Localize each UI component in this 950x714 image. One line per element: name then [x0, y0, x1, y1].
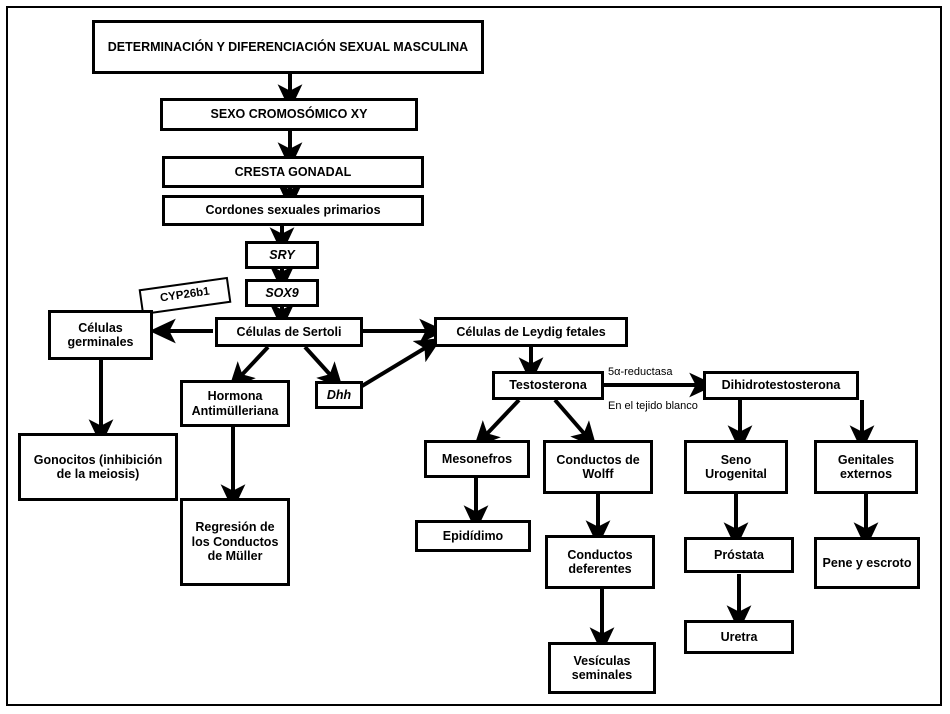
node-genitales-label: Genitales externos: [837, 452, 895, 481]
node-vesiculas-label: Vesículas seminales: [571, 653, 633, 682]
node-seno-label: Seno Urogenital: [705, 452, 767, 481]
edge-label-5a-reductasa: [608, 366, 672, 378]
node-testosterona: [492, 371, 604, 400]
node-dhh: [315, 381, 363, 409]
node-sox9-label: SOX9: [265, 285, 299, 300]
node-celulas-sertoli: [215, 317, 363, 347]
node-mesonefros-label: Mesonefros: [441, 451, 513, 466]
edge-label-tejido-blanco-text: En el tejido blanco: [608, 400, 698, 412]
node-cresta-gonadal: [162, 156, 424, 188]
node-germinales-label: Células germinales: [67, 320, 134, 349]
node-title: [92, 20, 484, 74]
node-hormona-antimulleriana: [180, 380, 290, 427]
node-prostata-label: Próstata: [713, 547, 765, 562]
node-prostata: [684, 537, 794, 573]
edge-label-tejido-blanco: [608, 400, 698, 412]
node-vesiculas-seminales: [548, 642, 656, 694]
node-uretra: [684, 620, 794, 654]
node-cyp26b1-label: CYP26b1: [159, 285, 211, 305]
node-celulas-leydig: [434, 317, 628, 347]
node-gonocitos: [18, 433, 178, 501]
node-dhh-label: Dhh: [326, 387, 352, 402]
node-seno-urogenital: [684, 440, 788, 494]
node-genitales-externos: [814, 440, 918, 494]
node-cordones-label: Cordones sexuales primarios: [205, 203, 381, 218]
node-sry-label: SRY: [269, 247, 295, 262]
node-epididimo-label: Epidídimo: [442, 528, 504, 543]
node-sertoli-label: Células de Sertoli: [236, 324, 342, 339]
node-mesonefros: [424, 440, 530, 478]
node-deferentes-label: Conductos deferentes: [567, 547, 633, 576]
node-sexo-label: SEXO CROMOSÓMICO XY: [210, 107, 368, 122]
node-wolff-label: Conductos de Wolff: [556, 452, 640, 481]
node-uretra-label: Uretra: [720, 629, 758, 644]
node-pene-escroto: [814, 537, 920, 589]
node-leydig-label: Células de Leydig fetales: [456, 324, 606, 339]
node-celulas-germinales: [48, 310, 153, 360]
node-sexo-cromosomico: [160, 98, 418, 131]
node-conductos-wolff: [543, 440, 653, 494]
node-regresion-conductos-muller: [180, 498, 290, 586]
node-gonocitos-label: Gonocitos (inhibición de la meiosis): [33, 452, 163, 481]
node-epididimo: [415, 520, 531, 552]
node-sry: [245, 241, 319, 269]
node-cordones-sexuales: [162, 195, 424, 226]
node-pene-label: Pene y escroto: [822, 555, 912, 570]
node-regresion-label: Regresión de los Conductos de Müller: [191, 520, 279, 564]
edge-label-5a-reductasa-text: 5α-reductasa: [608, 366, 673, 378]
node-cresta-label: CRESTA GONADAL: [234, 164, 352, 179]
node-amh-label: Hormona Antimülleriana: [191, 389, 279, 418]
node-sox9: [245, 279, 319, 307]
node-dihidrotestosterona: [703, 371, 859, 400]
node-conductos-deferentes: [545, 535, 655, 589]
node-dht-label: Dihidrotestosterona: [721, 378, 841, 393]
node-title-label: DETERMINACIÓN Y DIFERENCIACIÓN SEXUAL MASCULINA: [107, 39, 469, 54]
node-testosterona-label: Testosterona: [509, 378, 587, 393]
